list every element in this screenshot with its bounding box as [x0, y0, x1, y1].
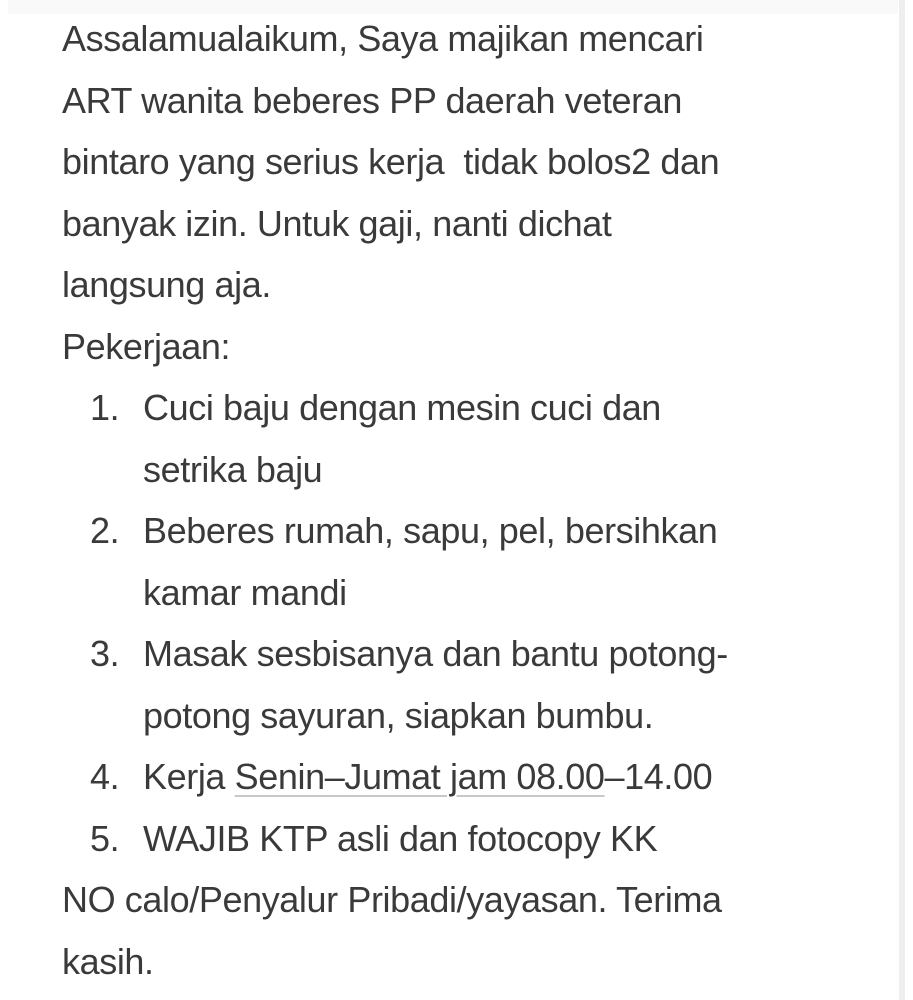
list-item — [62, 500, 892, 623]
intro-line: bintaro yang serius kerja tidak bolos2 dan — [62, 141, 720, 182]
list-item-line — [143, 746, 892, 808]
list-item-line: Masak sesbisanya dan bantu potong- — [143, 633, 728, 674]
list-item-line: kamar mandi — [143, 571, 347, 613]
closing-line: kasih. — [62, 940, 154, 982]
list-number: 5. — [90, 817, 120, 859]
list-item-line: WAJIB KTP asli dan fotocopy KK — [143, 817, 658, 859]
intro-line: Assalamualaikum, Saya majikan mencari — [62, 18, 704, 59]
intro-line: ART wanita beberes PP daerah veteran — [62, 79, 683, 121]
intro-paragraph — [62, 8, 892, 316]
list-item — [62, 623, 892, 746]
job-posting-text — [62, 8, 892, 992]
scrollbar-track[interactable] — [899, 0, 905, 1000]
schedule-prefix: Kerja — [143, 756, 235, 797]
closing-line: NO calo/Penyalur Pribadi/yayasan. Terima — [62, 879, 722, 920]
list-item — [62, 808, 892, 870]
list-item — [62, 377, 892, 500]
list-item — [62, 746, 892, 808]
list-number: 3. — [90, 633, 120, 674]
list-item-line: Beberes rumah, sapu, pel, bersihkan — [143, 510, 718, 551]
schedule-suffix: –14.00 — [604, 756, 713, 797]
list-item-line: Cuci baju dengan mesin cuci dan — [143, 387, 661, 428]
closing-paragraph — [62, 869, 892, 992]
list-number: 1. — [90, 387, 120, 428]
schedule-link[interactable]: Senin–Jumat jam 08.00 — [234, 756, 605, 797]
list-item-line: potong sayuran, siapkan bumbu. — [143, 694, 654, 736]
intro-line: banyak izin. Untuk gaji, nanti dichat — [62, 202, 612, 244]
list-number: 2. — [90, 510, 120, 551]
intro-line: langsung aja. — [62, 264, 271, 305]
tasks-heading: Pekerjaan: — [62, 325, 231, 367]
list-number: 4. — [90, 756, 120, 797]
list-item-line: setrika baju — [143, 448, 323, 490]
tasks-list — [62, 377, 892, 869]
